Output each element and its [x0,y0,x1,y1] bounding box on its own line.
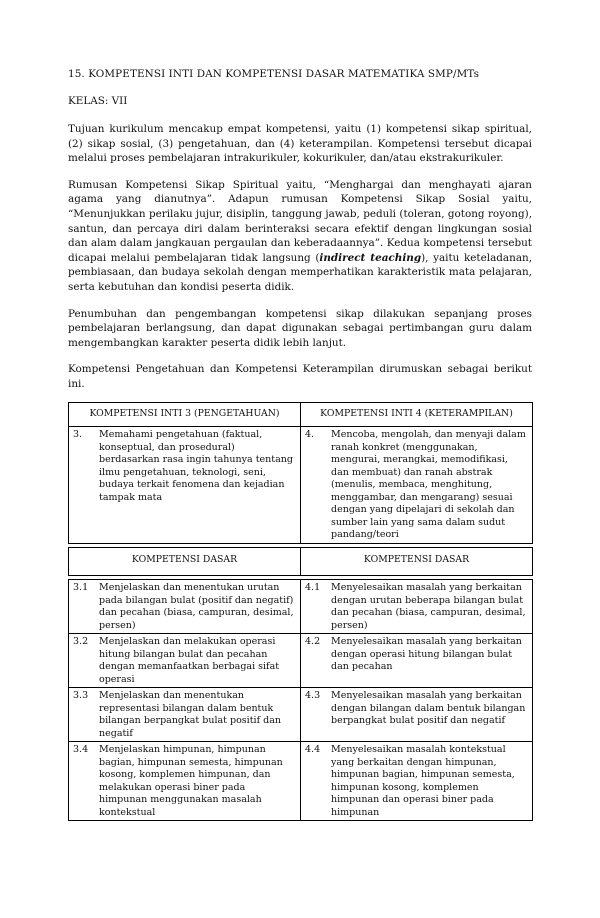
kd-number: 4.3 [305,690,321,701]
kd-text: Menyelesaikan masalah kontekstual yang berkaitan dengan himpunan, himpunan bagian, himpunan semesta, himpunan kosong, komplemen himpunan dan operasi biner pada himpunan [331,744,515,818]
kd-text: Menjelaskan dan menentukan representasi bilangan dalam bentuk bilangan berpangkat bulat positif dan negatif [99,690,281,739]
class-level: KELAS: VII [68,95,128,107]
document-page [68,68,532,821]
kd-number: 4.2 [305,636,321,647]
kd-row [69,742,533,821]
document-title: 15. KOMPETENSI INTI DAN KOMPETENSI DASAR MATEMATIKA SMP/MTs [68,68,480,80]
ki3-number: 3. [73,429,83,440]
competency-table [68,402,533,822]
kd-row [69,634,533,688]
kd-number: 3.2 [73,636,89,647]
paragraph-4: Kompetensi Pengetahuan dan Kompetensi Keterampilan dirumuskan sebagai berikut ini. [68,363,532,390]
ki-content-row [69,427,533,544]
kd-left-cell [69,634,301,688]
ki4-header: KOMPETENSI INTI 4 (KETERAMPILAN) [301,402,533,427]
kd-text: Menyelesaikan masalah yang berkaitan dengan operasi hitung bilangan bulat dan pecahan [331,636,522,672]
kd-right-cell [301,634,533,688]
kd-right-cell [301,580,533,634]
ki4-cell [301,427,533,544]
kd-text: Menjelaskan dan melakukan operasi hitung bilangan bulat dan pecahan dengan memanfaatkan berbagai sifat operasi [99,636,280,685]
kd-left-cell [69,580,301,634]
kd-number: 3.1 [73,582,89,593]
kd-text: Menyelesaikan masalah yang berkaitan dengan urutan beberapa bilangan bulat dan pecahan (biasa, campuran, desimal, persen) [331,582,526,631]
ki3-header: KOMPETENSI INTI 3 (PENGETAHUAN) [69,402,301,427]
paragraph-2-part-b: ), yaitu keteladanan, pembiasaan, dan budaya sekolah dengan memperhatikan karakteristik mata pelajaran, serta kebutuhan dan kondisi peserta didik. [68,251,533,293]
kd-number: 4.1 [305,582,321,593]
paragraph-1: Tujuan kurikulum mencakup empat kompetensi, yaitu (1) kompetensi sikap spiritual, (2) sikap sosial, (3) pengetahuan, dan (4) keterampilan. Kompetensi tersebut dicapai melalui proses pembelajaran intrakurikuler, kokurikuler, dan/atau ekstrakurikuler. [68,123,532,165]
paragraph-2-part-a: Rumusan Kompetensi Sikap Spiritual yaitu, “Menghargai dan menghayati ajaran agama yang dianutnya”. Adapun rumusan Kompetensi Sikap Sosial yaitu, “Menunjukkan perilaku jujur, disiplin, tanggung jawab, peduli (toleran, gotong royong), santun, dan percaya diri dalam berinteraksi secara efektif dengan lingkungan sosial dan alam dalam jangkauan pergaulan dan keberadaannya”. Kedua kompetensi tersebut dicapai melalui pembelajaran tidak langsung ( [68,178,532,264]
ki4-text: Mencoba, mengolah, dan menyaji dalam ranah konkret (menggunakan, mengurai, merangkai, memodifikasi, dan membuat) dan ranah abstrak (menulis, membaca, menghitung, menggambar, dan mengarang) sesuai dengan yang dipelajari di sekolah dan sumber lain yang sama dalam sudut pandang/teori [331,429,526,540]
ki4-number: 4. [305,429,315,440]
kd-row [69,688,533,742]
kd-number: 3.3 [73,690,89,701]
paragraph-2 [68,178,532,295]
kd-header-left: KOMPETENSI DASAR [69,547,301,576]
kd-row [69,580,533,634]
paragraph-3: Penumbuhan dan pengembangan kompetensi sikap dilakukan sepanjang proses pembelajaran berlangsung, dan dapat digunakan sebagai pertimbangan guru dalam mengembangkan karakter peserta didik lebih lanjut. [68,307,532,349]
kd-text: Menyelesaikan masalah yang berkaitan dengan bilangan dalam bentuk bilangan berpangkat bulat positif dan negatif [331,690,526,726]
ki3-text: Memahami pengetahuan (faktual, konseptual, dan prosedural) berdasarkan rasa ingin tahunya tentang ilmu pengetahuan, teknologi, seni, budaya terkait fenomena dan kejadian tampak mata [99,429,293,503]
kd-left-cell [69,742,301,821]
kd-right-cell [301,742,533,821]
kd-number: 3.4 [73,744,89,755]
kd-header-right: KOMPETENSI DASAR [301,547,533,576]
kd-text: Menjelaskan dan menentukan urutan pada bilangan bulat (positif dan negatif) dan pecahan (biasa, campuran, desimal, persen) [99,582,294,631]
kd-header-row [69,547,533,576]
ki3-cell [69,427,301,544]
kd-left-cell [69,688,301,742]
kd-right-cell [301,688,533,742]
ki-header-row [69,402,533,427]
kd-text: Menjelaskan himpunan, himpunan bagian, himpunan semesta, himpunan kosong, komplemen himpunan, dan melakukan operasi biner pada himpunan menggunakan masalah kontekstual [99,744,283,818]
paragraph-2-emphasis: indirect teaching [319,251,422,264]
kd-number: 4.4 [305,744,321,755]
